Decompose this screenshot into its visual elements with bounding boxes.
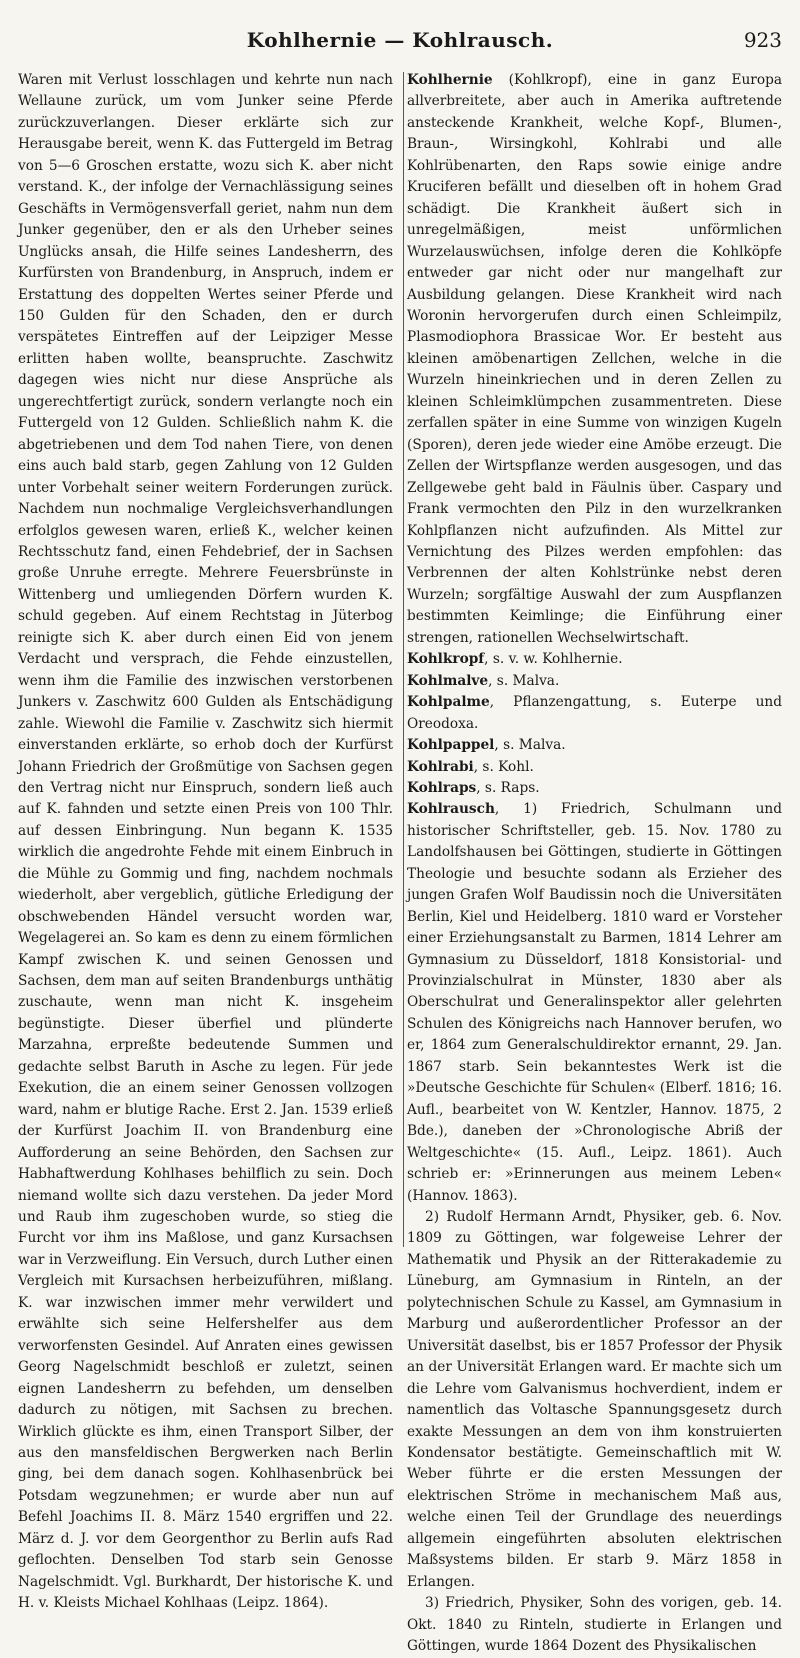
lemma: Kohlrausch xyxy=(407,801,495,818)
lemma: Kohlkropf xyxy=(407,651,485,668)
lemma: Kohlpappel xyxy=(407,737,495,754)
entry-kohlraps xyxy=(407,778,782,799)
page-number: 923 xyxy=(743,28,782,52)
running-title: Kohlhernie — Kohlrausch. xyxy=(246,28,554,52)
entry-text: , 1) Friedrich, Schulmann und historischer Schriftsteller, geb. 15. Nov. 1780 zu Landolfshausen bei Göttingen, studierte in Göttingen Theologie und besuchte sodann als Erzieher des jungen Grafen Wolf Baudissin noch die Universitäten Berlin, Kiel und Heidelberg. 1810 ward er Vorsteher einer Erziehungsanstalt zu Barmen, 1814 Lehrer am Gymnasium zu Düsseldorf, 1818 Konsistorial- und Provinzialschulrat in Münster, 1830 aber als Oberschulrat und Generalinspektor aller gelehrten Schulen des Königreichs nach Hannover berufen, wo er, 1864 zum Generalschuldirektor ernannt, 29. Jan. 1867 starb. Sein bekanntestes Werk ist die »Deutsche Geschichte für Schulen« (Elberf. 1816; 16. Aufl., bearbeitet von W. Kentzler, Hannov. 1875, 2 Bde.), daneben der »Chronologische Abriß der Weltgeschichte« (15. Aufl., Leipz. 1861). Auch schrieb er: »Erinnerungen aus meinem Leben« (Hannov. 1863). xyxy=(407,801,782,1204)
left-column xyxy=(18,70,393,1612)
entry-kohlhernie xyxy=(407,70,782,649)
entry-text: , s. Malva. xyxy=(494,737,566,754)
entry-kohlrausch xyxy=(407,799,782,1207)
entry-kohlpalme xyxy=(407,692,782,735)
right-column xyxy=(407,70,782,1655)
page-header xyxy=(18,28,782,58)
entry-text: , Pflanzengattung, s. Euterpe und Oreodoxa. xyxy=(407,694,782,732)
entry-text: , s. Kohl. xyxy=(473,758,534,775)
lemma: Kohlpalme xyxy=(407,694,490,711)
entry-text: , s. Malva. xyxy=(488,672,560,689)
left-paragraph: Waren mit Verlust losschlagen und kehrte nun nach Wellaune zurück, um vom Junker seine Pferde zurückzuverlangen. Dieser erklärte sich zur Herausgabe bereit, wenn K. das Futtergeld im Betrag von 5—6 Groschen erstatte, wozu sich K. aber nicht verstand. K., der infolge der Vernachlässigung seines Geschäfts in Vermögensverfall geriet, nahm nun dem Junker gegenüber, den er als den Urheber seines Unglücks ansah, die Hilfe seines Landesherrn, des Kurfürsten von Brandenburg, in Anspruch, indem er Erstattung des doppelten Wertes seiner Pferde und 150 Gulden für den Schaden, den er durch verspätetes Eintreffen auf der Leipziger Messe erlitten haben wollte, beanspruchte. Zaschwitz dagegen wies nicht nur diese Ansprüche als ungerechtfertigt zurück, sondern verlangte noch ein Futtergeld von 12 Gulden. Schließlich nahm K. die abgetriebenen und dem Tod nahen Tiere, von denen eins auch bald starb, gegen Zahlung von 12 Gulden unter Vorbehalt seiner weitern Forderungen zurück. Nachdem nun nochmalige Vergleichsverhandlungen erfolglos gewesen waren, erließ K., welcher keinen Rechtsschutz fand, einen Fehdebrief, der in Sachsen große Unruhe erregte. Mehrere Feuersbrünste in Wittenberg und umliegenden Dörfern wurden K. schuld gegeben. Auf einem Rechtstag in Jüterbog reinigte sich K. aber durch einen Eid von jenem Verdacht und versprach, die Fehde einzustellen, wenn ihm die Familie des inzwischen verstorbenen Junkers v. Zaschwitz 600 Gulden als Entschädigung zahle. Wiewohl die Familie v. Zaschwitz sich hiermit einverstanden erklärte, so erhob doch der Kurfürst Johann Friedrich der Großmütige von Sachsen gegen den Vertrag nicht nur Einspruch, sondern ließ auch auf K. fahnden und setzte einen Preis von 100 Thlr. auf dessen Einbringung. Nun begann K. 1535 wirklich die angedrohte Fehde mit einem Einbruch in die Mühle zu Gommig und fing, nachdem nochmals wiederholt, aber vergeblich, gütliche Erledigung der obschwebenden Händel versucht worden war, Wegelagerei an. So kam es denn zu einem förmlichen Kampf zwischen K. und seinen Genossen und Sachsen, dem man auf seiten Brandenburgs unthätig zuschaute, wenn man nicht K. insgeheim begünstigte. Dieser überfiel und plünderte Marzahna, erpreßte bedeutende Summen und gedachte selbst Baruth in Asche zu legen. Für jede Exekution, die an einem seiner Genossen vollzogen ward, nahm er blutige Rache. Erst 2. Jan. 1539 erließ der Kurfürst Joachim II. von Brandenburg eine Aufforderung an seine Behörden, den Sachsen zur Habhaftwerdung Kohlhases behilflich zu sein. Doch niemand wollte sich dazu verstehen. Da jeder Mord und Raub ihm zugeschoben wurde, so stieg die Furcht vor ihm ins Maßlose, und ganz Kursachsen war in Verzweiflung. Ein Versuch, durch Luther einen Vergleich mit Kursachsen herbeizuführen, mißlang. K. war inzwischen immer mehr verwildert und erwählte sich seine Helfershelfer aus dem verworfensten Gesindel. Auf Anraten eines gewissen Georg Nagelschmidt beschloß er zuletzt, seinen eignen Landesherrn zu befehden, um denselben dadurch zu nötigen, mit Sachsen zu brechen. Wirklich glückte es ihm, einen Transport Silber, der aus den mansfeldischen Bergwerken nach Berlin ging, bei dem danach sogen. Kohlhasenbrück bei Potsdam wegzunehmen; er wurde aber nun auf Befehl Joachims II. 8. März 1540 ergriffen und 22. März d. J. vor dem Georgenthor zu Berlin aufs Rad geflochten. Denselben Tod starb sein Genosse Nagelschmidt. Vgl. Burkhardt, Der historische K. und H. v. Kleists Michael Kohlhaas (Leipz. 1864). xyxy=(18,72,393,1612)
entry-kohlkropf xyxy=(407,649,782,670)
entry-kohlpappel xyxy=(407,735,782,756)
lemma: Kohlraps xyxy=(407,779,477,796)
subentry-paragraph: 2) Rudolf Hermann Arndt, Physiker, geb. 6. Nov. 1809 zu Göttingen, war folgeweise Lehrer der Mathematik und Physik an der Ritterakademie zu Lüneburg, am Gymnasium in Rinteln, an der polytechnischen Schule zu Kassel, am Gymnasium in Marburg und außerordentlicher Professor an der Universität daselbst, bis er 1857 Professor der Physik an der Universität Erlangen ward. Er machte sich um die Lehre vom Galvanismus hochverdient, indem er namentlich das Voltasche Spannungsgesetz durch exakte Messungen an dem von ihm konstruierten Kondensator bestätigte. Gemeinschaftlich mit W. Weber führte er die ersten Messungen der elektrischen Ströme in mechanischem Maß aus, welche einen Teil der Grundlage des neuerdings allgemein eingeführten absoluten elektrischen Maßsystems bilden. Er starb 9. März 1858 in Erlangen. xyxy=(407,1209,782,1590)
lemma: Kohlrabi xyxy=(407,758,474,775)
entry-kohlrabi xyxy=(407,757,782,778)
subentry-paragraph: 3) Friedrich, Physiker, Sohn des vorigen, geb. 14. Okt. 1840 zu Rinteln, studierte in Erlangen und Göttingen, wurde 1864 Dozent des Physikalischen xyxy=(407,1595,782,1655)
lemma: Kohlhernie xyxy=(407,72,493,88)
entry-text: , s. v. w. Kohlhernie. xyxy=(484,651,623,668)
entry-text: , s. Raps. xyxy=(476,779,540,796)
entry-text: (Kohlkropf), eine in ganz Europa allverbreitete, aber auch in Amerika auftretende ansteckende Krankheit, welche Kopf-, Blumen-, Braun-, Wirsingkohl, Kohlrabi und alle Kohlrübenarten, den Raps sowie einige andre Kruciferen befällt und dieselben oft in hohem Grad schädigt. Die Krankheit äußert sich in unregelmäßigen, meist unförmlichen Wurzelauswüchsen, infolge deren die Kohlköpfe entweder gar nicht oder nur mangelhaft zur Ausbildung gelangen. Diese Krankheit wird nach Woronin hervorgerufen durch einen Schleimpilz, Plasmodiophora Brassicae Wor. Er besteht aus kleinen amöbenartigen Zellchen, welche in die Wurzeln hineinkriechen und in deren Zellen zu kleinen Schleimklümpchen zusammentreten. Diese zerfallen später in eine Summe von winzigen Kugeln (Sporen), deren jede wieder eine Amöbe erzeugt. Die Zellen der Wirtspflanze werden ausgesogen, und das Zellgewebe geht bald in Fäulnis über. Caspary und Frank vermochten den Pilz in den wurzelkranken Kohlpflanzen nicht aufzufinden. Als Mittel zur Vernichtung des Pilzes werden empfohlen: das Verbrennen der alten Kohlstrünke nebst deren Wurzeln; sorgfältige Auswahl der zum Auspflanzen bestimmten Keimlinge; die Einführung einer strengen, rationellen Wechselwirtschaft. xyxy=(407,72,782,646)
lemma: Kohlmalve xyxy=(407,672,489,689)
entry-kohlmalve xyxy=(407,671,782,692)
text-columns xyxy=(18,70,782,1655)
